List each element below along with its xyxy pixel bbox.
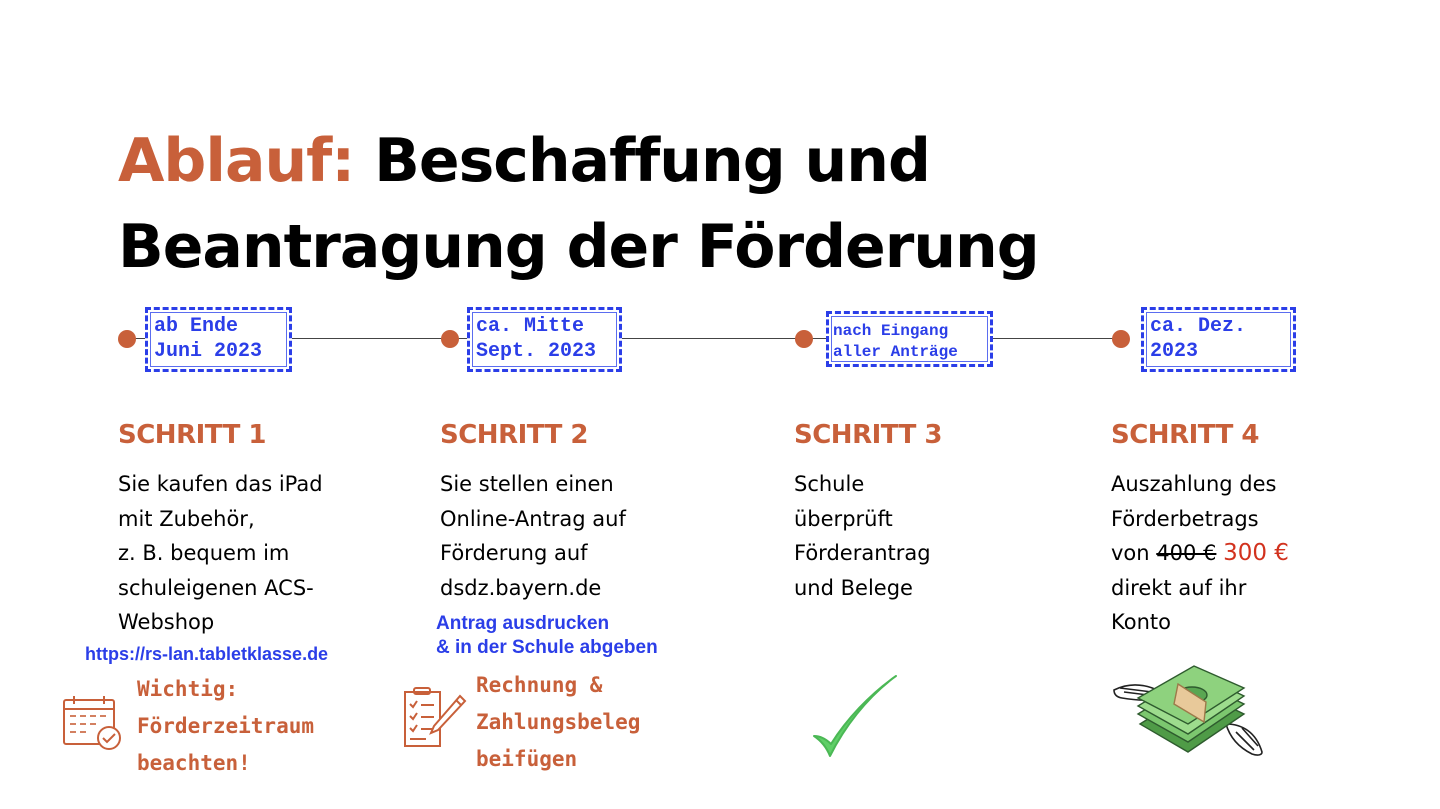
stamp-line: Juni 2023 bbox=[154, 340, 263, 363]
date-stamp-3 bbox=[826, 311, 993, 367]
hint-foerderzeitraum: Wichtig: Förderzeitraum beachten! bbox=[137, 677, 315, 775]
step-text-4a: Auszahlung des Förderbetrags von bbox=[1111, 472, 1277, 565]
step-text-4 bbox=[1111, 467, 1411, 640]
flying-money-icon bbox=[1112, 662, 1270, 762]
timeline-dot-3 bbox=[795, 330, 813, 348]
document-pen-icon bbox=[402, 686, 468, 752]
checkmark-icon bbox=[810, 672, 902, 764]
stamp-line: ca. Dez. bbox=[1150, 315, 1247, 338]
step-heading-4: SCHRITT 4 bbox=[1111, 420, 1259, 450]
calendar-check-icon bbox=[62, 694, 124, 752]
step-text-1: Sie kaufen das iPad mit Zubehör, z. B. bequem im schuleigenen ACS- Webshop bbox=[118, 472, 323, 634]
timeline-dot-1 bbox=[118, 330, 136, 348]
date-stamp-1 bbox=[145, 307, 292, 372]
old-amount: 400 € bbox=[1156, 541, 1217, 565]
date-stamp-4 bbox=[1141, 307, 1296, 372]
new-amount: 300 € bbox=[1223, 540, 1289, 566]
step-text-4b: direkt auf ihr Konto bbox=[1111, 575, 1247, 634]
webshop-url: https://rs-lan.tabletklasse.de bbox=[85, 644, 329, 664]
stamp-line: nach Eingang bbox=[833, 322, 949, 340]
step-heading-3: SCHRITT 3 bbox=[794, 420, 942, 450]
title-line2: Beantragung der Förderung bbox=[118, 212, 1039, 282]
print-note: Antrag ausdrucken & in der Schule abgeben bbox=[436, 613, 658, 658]
title-accent: Ablauf: bbox=[118, 126, 355, 196]
step-text-3: Schule überprüft Förderantrag und Belege bbox=[794, 472, 931, 600]
timeline-dot-4 bbox=[1112, 330, 1130, 348]
stamp-line: ca. Mitte bbox=[476, 315, 585, 338]
stamp-line: Sept. 2023 bbox=[476, 340, 597, 363]
timeline-dot-2 bbox=[441, 330, 459, 348]
step-heading-2: SCHRITT 2 bbox=[440, 420, 588, 450]
stamp-line: aller Anträge bbox=[833, 343, 958, 361]
step-heading-1: SCHRITT 1 bbox=[118, 420, 266, 450]
stamp-line: ab Ende bbox=[154, 315, 239, 338]
step-text-2: Sie stellen einen Online-Antrag auf Förderung auf dsdz.bayern.de bbox=[440, 472, 626, 600]
date-stamp-2 bbox=[467, 307, 622, 372]
stamp-line: 2023 bbox=[1150, 340, 1199, 363]
title-line1: Beschaffung und bbox=[354, 126, 930, 196]
page-title bbox=[118, 118, 1118, 290]
hint-rechnung: Rechnung & Zahlungsbeleg beifügen bbox=[476, 673, 641, 771]
